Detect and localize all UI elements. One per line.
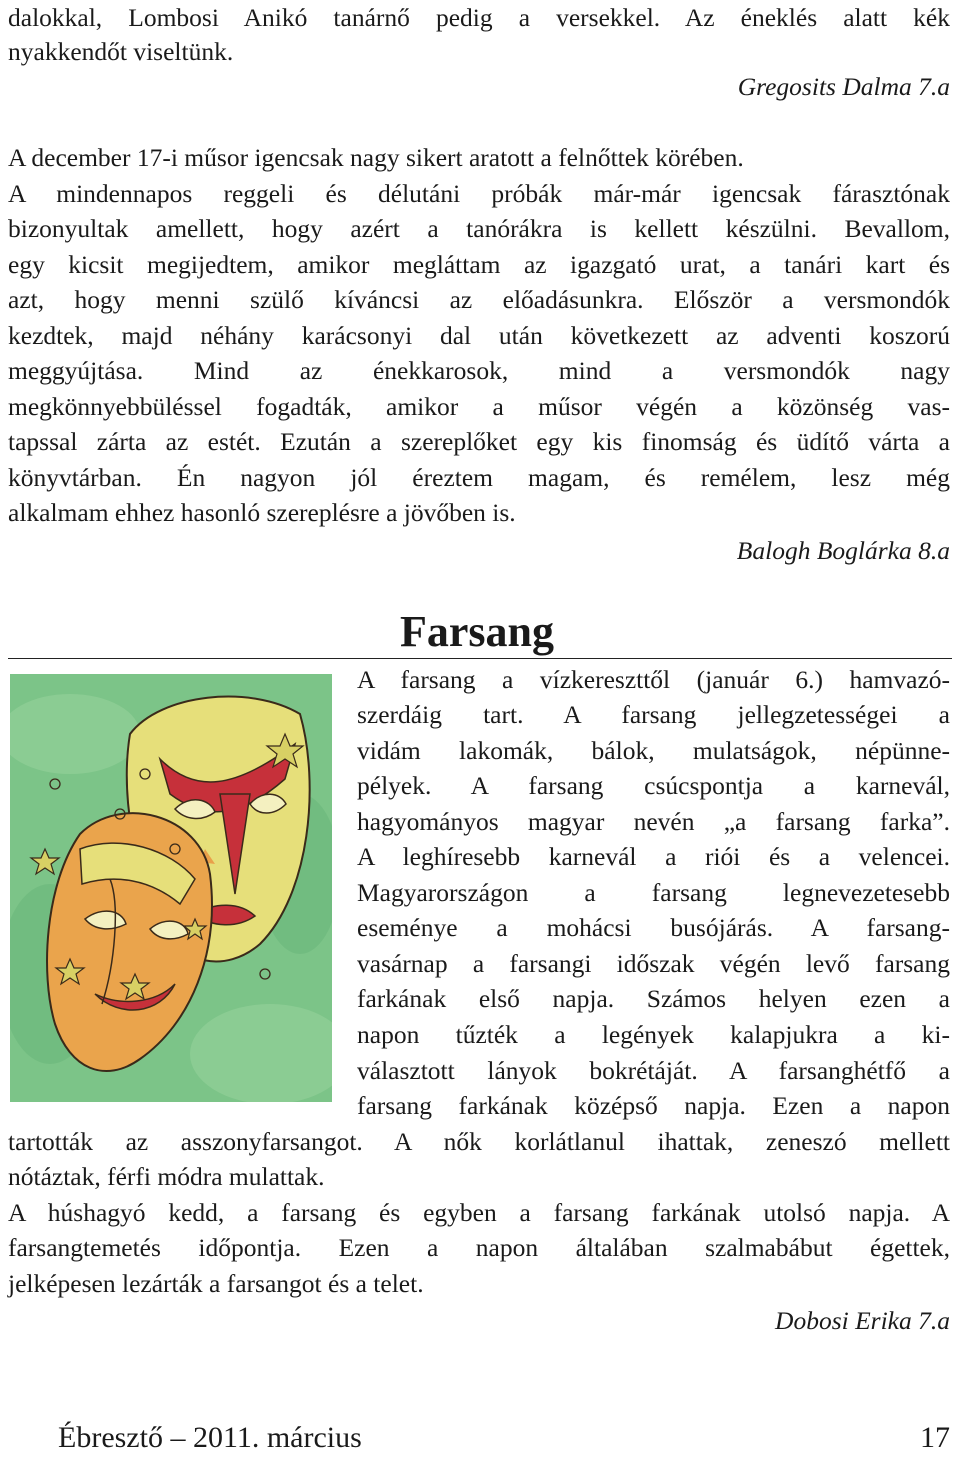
farsang-line-10: farkának első napja. Számos helyen ezen a [357,984,950,1013]
farsang-line-3: vidám lakomák, bálok, mulatságok, népünne- [357,736,950,765]
article2-line-9: tapssal zárta az estét. Ezután a szereplőket egy kis finomság és üdítő várta a [8,427,950,456]
article2-line-3: bizonyultak amellett, hogy azért a tanórákra is kellett készülni. Bevallom, [8,214,950,243]
farsang-title: Farsang [400,607,554,656]
farsang-line-2: szerdáig tart. A farsang jellegzetességei a [357,700,950,729]
farsang-line-7: Magyarországon a farsang legnevezetesebb [357,878,950,907]
farsang-line-1: A farsang a vízkereszttől (január 6.) hamvazó- [357,665,950,694]
farsang-line-8: eseménye a mohácsi busójárás. A farsang- [357,913,950,942]
farsang-line-11: napon tűzték a legények kalapjukra a ki- [357,1020,950,1049]
farsang-full-line-2: nótáztak, férfi módra mulattak. [8,1162,325,1191]
farsang-full-line-1: tartották az asszonyfarsangot. A nők korlátlanul ihattak, zeneszó mellett [8,1127,950,1156]
article2-line-6: kezdtek, majd néhány karácsonyi dal után következett az adventi koszorú [8,321,950,350]
farsang-full-line-3: A húshagyó kedd, a farsang és egyben a farsang farkának utolsó napja. A [8,1198,950,1227]
article2-line-1: A december 17-i műsor igencsak nagy sikert aratott a felnőttek körében. [8,143,744,172]
article1-line-1: dalokkal, Lombosi Anikó tanárnő pedig a versekkel. Az éneklés alatt kék [8,3,950,32]
carnival-masks-illustration [10,674,332,1102]
article2-line-7: meggyújtása. Mind az énekkarosok, mind a versmondók nagy [8,356,950,385]
article2-line-5: azt, hogy menni szülő kíváncsi az előadásunkra. Először a versmondók [8,285,950,314]
page-number: 17 [920,1421,950,1454]
title-divider [8,658,952,659]
article2-line-11: alkalmam ehhez hasonló szereplésre a jövőben is. [8,498,516,527]
article2-line-10: könyvtárban. Én nagyon jól éreztem magam, és remélem, lesz még [8,463,950,492]
article2-signature: Balogh Boglárka 8.a [736,536,950,565]
farsang-line-6: A leghíresebb karnevál a riói és a velencei. [357,842,950,871]
farsang-line-12: választott lányok bokrétáját. A farsanghétfő a [357,1056,950,1085]
article2-line-2: A mindennapos reggeli és délutáni próbák már-már igencsak fárasztónak [8,179,950,208]
farsang-line-9: vasárnap a farsangi időszak végén levő farsang [357,949,950,978]
farsang-line-13: farsang farkának középső napja. Ezen a napon [357,1091,950,1120]
farsang-line-5: hagyományos magyar nevén „a farsang farka”. [357,807,950,836]
farsang-signature: Dobosi Erika 7.a [775,1306,950,1335]
farsang-full-line-5: jelképesen lezárták a farsangot és a telet. [8,1269,424,1298]
article1-signature: Gregosits Dalma 7.a [737,72,950,101]
article1-line-2: nyakkendőt viseltünk. [8,37,234,66]
footer-publication: Ébresztő – 2011. március [58,1421,362,1454]
article2-line-8: megkönnyebbüléssel fogadták, amikor a műsor végén a közönség vas- [8,392,950,421]
article2-line-4: egy kicsit megijedtem, amikor megláttam az igazgató urat, a tanári kart és [8,250,950,279]
farsang-line-4: pélyek. A farsang csúcspontja a karnevál, [357,771,950,800]
farsang-full-line-4: farsangtemetés időpontja. Ezen a napon általában szalmabábut égettek, [8,1233,950,1262]
